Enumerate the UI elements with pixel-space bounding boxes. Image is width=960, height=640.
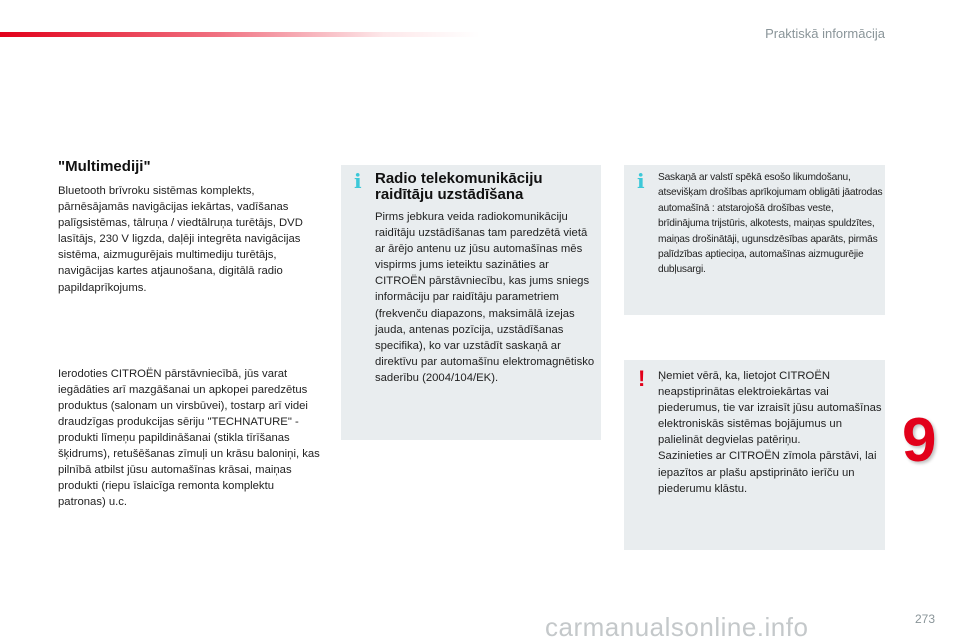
watermark: carmanualsonline.info xyxy=(545,612,809,640)
care-products-text: Ierodoties CITROËN pārstāvniecībā, jūs varat iegādāties arī mazgāšanai un apkopei paredzētus produktus (salonam un virsbūvei), tostarp arī videi draudzīgas produkcijas sēriju "TECHNATURE" - produkti līmeņu papildināšanai (stikla tīrīšanas šķidrums), retušēšanas zīmuļi un krāsu baloniņi, kas pilnībā atbilst jūsu automašīnas krāsai, maiņas produkti (riepu īslaicīga remonta komplektu patronas) u.c. xyxy=(58,367,320,509)
warning-icon: ! xyxy=(638,366,646,391)
multimedia-heading: "Multimediji" xyxy=(58,158,151,175)
section-title: Praktiskā informācija xyxy=(765,26,885,41)
warning-text xyxy=(658,368,883,497)
legal-equipment-text: Saskaņā ar valstī spēkā esošo likumdošanu, atsevišķam drošības aprīkojumam obligāti jāatrodas automašīnā : atstarojošā drošības veste, brīdinājuma trijstūris, alkotests, maiņas spuldzītes, maiņas drošinātāji, ugunsdzēsības aparāts, pirmās palīdzības aptieciņa, automašīnas aizmugurējie dubļusargi. xyxy=(658,172,883,276)
warning-text-2: Sazinieties ar CITROËN zīmola pārstāvi, lai iepazītos ar plašu apstiprināto ierīču un piederumu klāstu. xyxy=(658,450,877,495)
header-accent-bar xyxy=(0,32,480,37)
multimedia-text: Bluetooth brīvroku sistēmas komplekts, pārnēsājamās navigācijas iekārtas, vadīšanas palīgsistēmas, tālruņa / viedtālruņa turētājs, DVD lasītājs, 230 V ligzda, daļēji integrēta navigācijas sistēma, aizmugurējais multimediju turētājs, navigācijas kartes atjaunošana, digitālā radio papildaprīkojums. xyxy=(58,185,303,294)
legal-equipment-box xyxy=(624,165,885,315)
warning-box xyxy=(624,360,885,550)
info-icon: i xyxy=(354,169,362,193)
left-column xyxy=(58,158,323,511)
chapter-number: 9 xyxy=(902,406,937,475)
info-icon: i xyxy=(637,169,645,193)
page-number: 273 xyxy=(915,612,936,626)
radio-info-box xyxy=(341,165,601,440)
radio-text: Pirms jebkura veida radiokomunikāciju raidītāju uzstādīšanas tam paredzētā vietā ar ārējo antenu uz jūsu automašīnas mēs vispirms jums ieteiktu sazināties ar CITROËN pārstāvniecību, kas jums sniegs informāciju par raidītāju parametriem (frekvenču diapazons, maksimālā izejas jauda, antenas pozīcija, uzstādīšanas specifika), ko var uzstādīt saskaņā ar direktīvu par automašīnu elektromagnētisko saderību (2004/104/EK). xyxy=(375,211,595,384)
radio-heading: Radio telekomunikāciju raidītāju uzstādīšana xyxy=(375,170,543,203)
warning-text-1: Ņemiet vērā, ka, lietojot CITROËN neapstiprinātas elektroiekārtas vai piederumus, tie var izraisīt jūsu automašīnas elektroniskās sistēmas bojājumus un palielināt degvielas patēriņu. xyxy=(658,370,882,447)
